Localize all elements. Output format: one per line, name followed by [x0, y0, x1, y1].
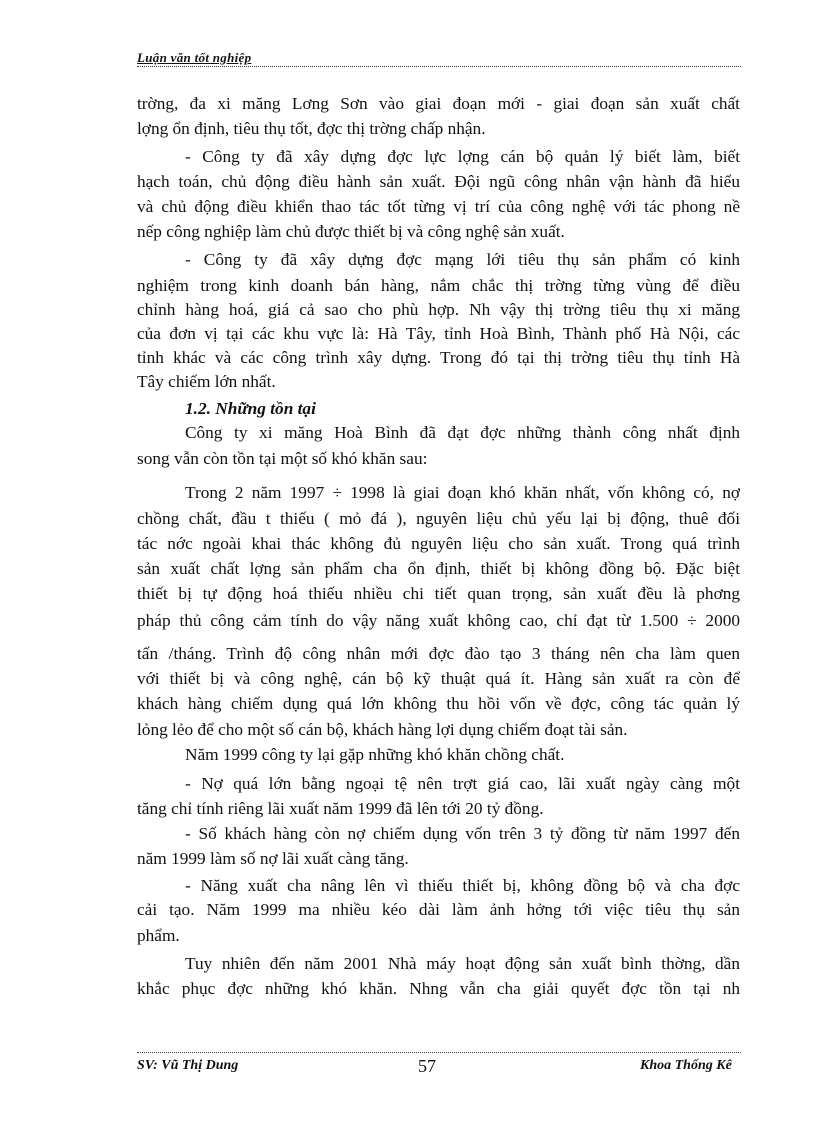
section-heading: 1.2. Những tồn tại [185, 399, 316, 418]
footer-faculty: Khoa Thống Kê [640, 1058, 732, 1073]
text-line: chồng chất, đầu t thiếu ( mỏ đá ), nguyên liệu chủ yếu lại bị động, thuê đối [137, 509, 740, 528]
text-line: lỏng lẻo để cho một số cán bộ, khách hàng lợi dụng chiếm đoạt tài sản. [137, 720, 628, 739]
text-line: - Nợ quá lớn bằng ngoại tệ nên trợt giá cao, lãi xuất ngày càng một [185, 774, 740, 793]
header-rule [137, 66, 741, 67]
text-line: tấn /tháng. Trình độ công nhân mới đợc đào tạo 3 tháng nên cha làm quen [137, 644, 740, 663]
text-line: tác nớc ngoài khai thác không đủ nguyên liệu cho sản xuất. Trong quá trình [137, 534, 740, 553]
text-line: - Năng xuất cha nâng lên vì thiếu thiết bị, không đồng bộ và cha đợc [185, 876, 740, 895]
text-line: với thiết bị và công nghệ, cán bộ kỹ thuật quá ít. Hàng sản xuất ra còn để [137, 669, 740, 688]
text-line: phẩm. [137, 926, 180, 945]
text-line: của đơn vị tại các khu vực là: Hà Tây, tỉnh Hoà Bình, Thành phố Hà Nội, các [137, 324, 740, 343]
text-line: Trong 2 năm 1997 ÷ 1998 là giai đoạn khó khăn nhất, vốn không có, nợ [185, 483, 740, 502]
text-line: nếp công nghiệp làm chủ được thiết bị và công nghệ sản xuất. [137, 222, 565, 241]
text-line: và chủ động điều khiển thao tác tốt từng vị trí của công nghệ với tác phong nề [137, 197, 740, 216]
text-line: tăng chỉ tính riêng lãi xuất năm 1999 đã lên tới 20 tỷ đồng. [137, 799, 544, 818]
text-line: Năm 1999 công ty lại gặp những khó khăn chồng chất. [185, 745, 565, 764]
text-line: sản xuất chất lợng sản phẩm cha ổn định, thiết bị không đồng bộ. Đặc biệt [137, 559, 740, 578]
text-line: Tuy nhiên đến năm 2001 Nhà máy hoạt động sản xuất bình thờng, dần [185, 954, 740, 973]
footer-student: SV: Vũ Thị Dung [137, 1058, 239, 1073]
text-line: - Công ty đã xây dựng đợc lực lợng cán bộ quản lý biết làm, biết [185, 147, 740, 166]
text-line: chỉnh hàng hoá, giá cả sao cho phù hợp. Nh vậy thị trờng tiêu thụ xi măng [137, 300, 740, 319]
text-line: - Số khách hàng còn nợ chiếm dụng vốn trên 3 tỷ đồng từ năm 1997 đến [185, 824, 740, 843]
text-line: Tây chiếm lớn nhất. [137, 372, 276, 391]
text-line: lợng ổn định, tiêu thụ tốt, đợc thị trờng chấp nhận. [137, 119, 486, 138]
text-line: song vẫn còn tồn tại một số khó khăn sau: [137, 449, 428, 468]
footer-rule [137, 1052, 741, 1053]
text-line: thiết bị tự động hoá thiếu nhiều chi tiết quan trọng, sản xuất đều là phơng [137, 584, 740, 603]
text-line: nghiệm trong kinh doanh bán hàng, nắm chắc thị trờng từng vùng để điều [137, 276, 740, 295]
text-line: khắc phục đợc những khó khăn. Nhng vẫn cha giải quyết đợc tồn tại nh [137, 979, 740, 998]
running-header: Luận văn tốt nghiệp [137, 50, 252, 65]
text-line: hạch toán, chủ động điều hành sản xuất. Đội ngũ công nhân vận hành đã hiểu [137, 172, 740, 191]
text-line: - Công ty đã xây dựng đợc mạng lới tiêu thụ sản phẩm có kinh [185, 250, 740, 269]
text-line: khách hàng chiếm dụng quá lớn không thu hồi vốn về đợc, công tác quản lý [137, 694, 740, 713]
text-line: pháp thủ công cảm tính do vậy năng xuất không cao, chỉ đạt từ 1.500 ÷ 2000 [137, 611, 740, 630]
text-line: cải tạo. Năm 1999 ma nhiều kéo dài làm ảnh hởng tới việc tiêu thụ sản [137, 900, 740, 919]
page-number: 57 [418, 1056, 436, 1076]
text-line: trờng, đa xi măng Lơng Sơn vào giai đoạn mới - giai đoạn sản xuất chất [137, 94, 740, 113]
text-line: Công ty xi măng Hoà Bình đã đạt đợc những thành công nhất định [185, 423, 740, 442]
text-line: tỉnh khác và các công trình xây dựng. Trong đó tại thị trờng tiêu thụ tỉnh Hà [137, 348, 740, 367]
text-line: năm 1999 làm số nợ lãi xuất càng tăng. [137, 849, 409, 868]
